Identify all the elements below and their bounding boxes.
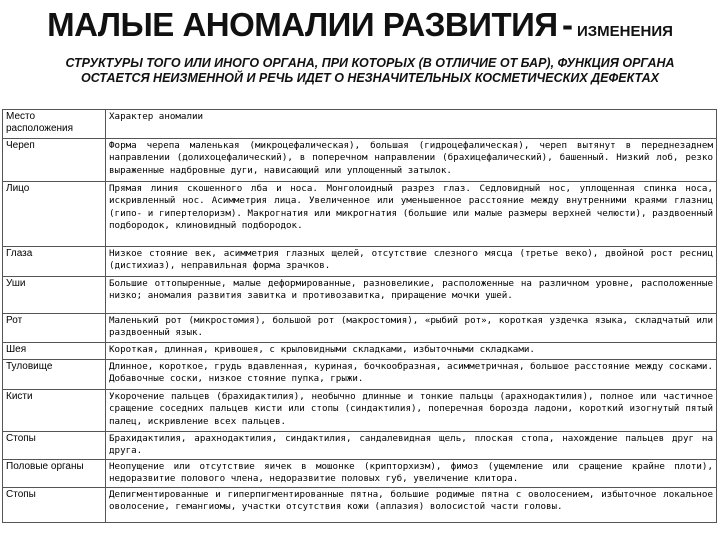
row-description: Маленький рот (микростомия), большой рот (макростомия), «рыбий рот», короткая уздечка языка, складчатый или раздвоенный язык. bbox=[106, 314, 717, 343]
row-description: Укорочение пальцев (брахидактилия), необычно длинные и тонкие пальцы (арахнодактилия), полное или частичное сращение соседних пальцев кисти или стопы (синдактилия), поперечная борозда ладони, короткий изогнутый пятый палец, искривление всех пальцев. bbox=[106, 390, 717, 432]
row-description: Короткая, длинная, кривошея, с крыловидными складками, избыточными складками. bbox=[106, 343, 717, 360]
row-location: Кисти bbox=[3, 390, 106, 432]
row-location: Туловище bbox=[3, 360, 106, 390]
row-location: Половые органы bbox=[3, 460, 106, 488]
table-row bbox=[3, 360, 717, 390]
table-header-row bbox=[3, 110, 717, 139]
row-location: Лицо bbox=[3, 182, 106, 247]
header-location: Место расположения bbox=[3, 110, 106, 139]
row-description: Неопущение или отсутствие яичек в мошонке (крипторхизм), фимоз (ущемление или сращение крайне плоти), недоразвитие полового члена, недоразвитие половых губ, увеличение клитора. bbox=[106, 460, 717, 488]
row-description: Брахидактилия, арахнодактилия, синдактилия, сандалевидная щель, плоская стопа, нахождение пальцев друг на друга. bbox=[106, 432, 717, 460]
row-location: Рот bbox=[3, 314, 106, 343]
row-location: Стопы bbox=[3, 488, 106, 523]
table-row bbox=[3, 343, 717, 360]
title-dash: - bbox=[562, 6, 573, 43]
table-row bbox=[3, 277, 717, 314]
title-main: МАЛЫЕ АНОМАЛИИ РАЗВИТИЯ bbox=[47, 6, 558, 43]
row-description: Депигментированные и гиперпигментированные пятна, большие родимые пятна с оволосением, избыточное локальное оволосение, гемангиомы, участки отсутствия кожи (аплазия) волосистой части головы. bbox=[106, 488, 717, 523]
anomalies-table bbox=[2, 109, 717, 523]
table-row bbox=[3, 460, 717, 488]
table-row bbox=[3, 182, 717, 247]
table-row bbox=[3, 432, 717, 460]
row-description: Форма черепа маленькая (микроцефалическая), большая (гидроцефалическая), череп вытянут в переднезаднем направлении (долихоцефалический), в поперечном направлении (брахицефалический), башенный. Низкий лоб, резко выраженные надбровные дуги, нависающий или уплощенный затылок. bbox=[106, 139, 717, 182]
row-location: Глаза bbox=[3, 247, 106, 277]
table-row bbox=[3, 314, 717, 343]
row-location: Уши bbox=[3, 277, 106, 314]
row-location: Стопы bbox=[3, 432, 106, 460]
table-row bbox=[3, 390, 717, 432]
table-row bbox=[3, 247, 717, 277]
table-row bbox=[3, 488, 717, 523]
row-description: Длинное, короткое, грудь вдавленная, куриная, бочкообразная, асимметричная, большое расстояние между сосками. Добавочные соски, низкое стояние пупка, грыжи. bbox=[106, 360, 717, 390]
table-row bbox=[3, 139, 717, 182]
row-description: Прямая линия скошенного лба и носа. Монголоидный разрез глаз. Седловидный нос, уплощенная спинка носа, искривленный нос. Асимметрия лица. Увеличенное или уменьшенное расстояние между внутренними краями глазниц (гипо- и гипертелоризм). Макрогнатия или микрогнатия (большие или малые размеры верхней челюсти), раздвоенный подбородок, клиновидный подбородок. bbox=[106, 182, 717, 247]
row-description: Низкое стояние век, асимметрия глазных щелей, отсутствие слезного мясца (третье веко), двойной рост ресниц (дистихиаз), неправильная форма зрачков. bbox=[106, 247, 717, 277]
row-location: Шея bbox=[3, 343, 106, 360]
row-description: Большие оттопыренные, малые деформированные, разновеликие, расположенные на различном уровне, расположенные низко; аномалия развития завитка и противозавитка, приращение мочки ушей. bbox=[106, 277, 717, 314]
row-location: Череп bbox=[3, 139, 106, 182]
page-subtitle: СТРУКТУРЫ ТОГО ИЛИ ИНОГО ОРГАНА, ПРИ КОТОРЫХ (В ОТЛИЧИЕ ОТ БАР), ФУНКЦИЯ ОРГАНА ОСТАЕТСЯ НЕИЗМЕННОЙ И РЕЧЬ ИДЕТ О НЕЗНАЧИТЕЛЬНЫХ КОСМЕТИЧЕСКИХ ДЕФЕКТАХ bbox=[65, 56, 675, 85]
header-character: Характер аномалии bbox=[106, 110, 717, 139]
title-continuation: ИЗМЕНЕНИЯ bbox=[576, 23, 673, 40]
page-title bbox=[0, 6, 720, 44]
